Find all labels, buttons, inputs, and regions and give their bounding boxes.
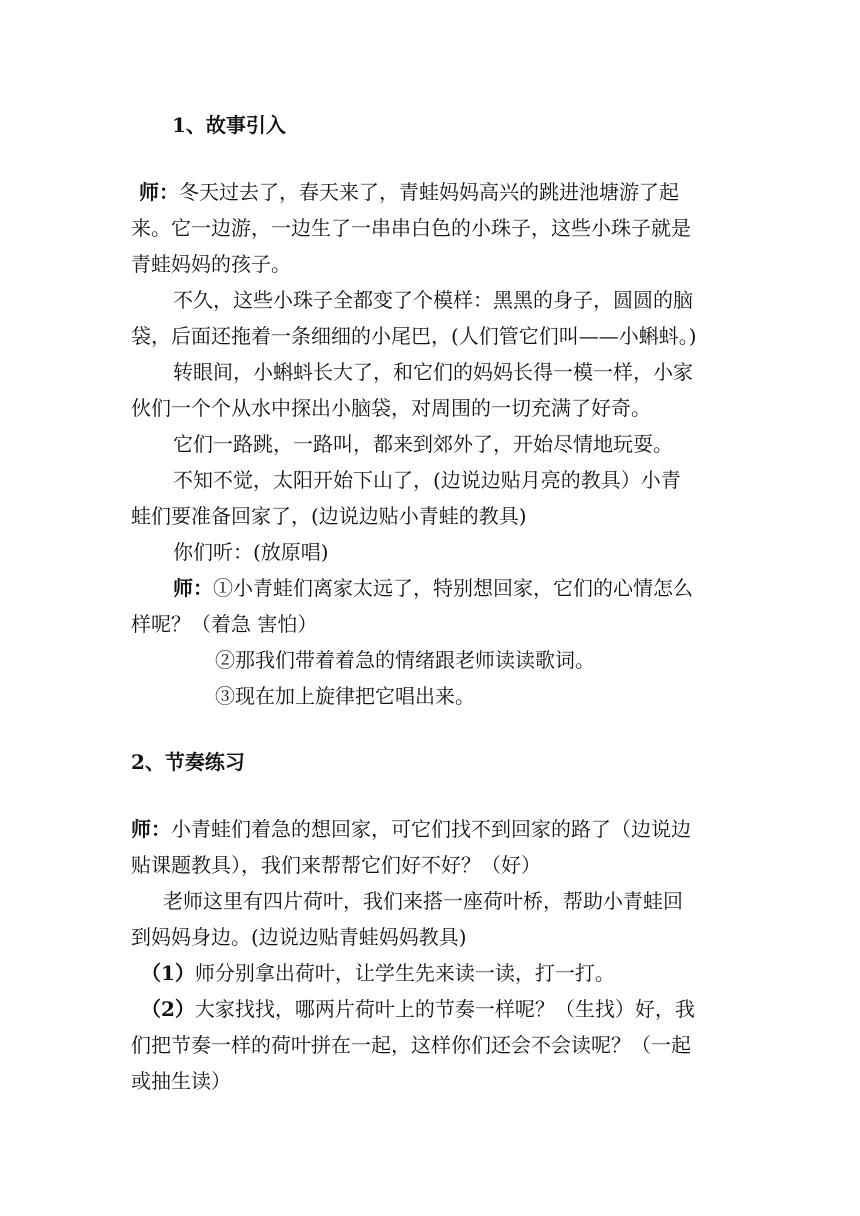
paragraph-line: 转眼间，小蝌蚪长大了，和它们的妈妈长得一模一样，小家 bbox=[173, 360, 693, 384]
paragraph-line: 贴课题教具），我们来帮帮它们好不好？（好） bbox=[131, 853, 541, 877]
section-1-title: 1、故事引入 bbox=[172, 113, 286, 137]
paragraph-line bbox=[0, 811, 860, 847]
speaker-label: 师： bbox=[173, 576, 213, 600]
paragraph-line bbox=[0, 570, 860, 606]
item-number: （2） bbox=[141, 997, 195, 1021]
paragraph-line bbox=[0, 174, 860, 210]
paragraph-line: 不久，这些小珠子全都变了个模样：黑黑的身子，圆圆的脑 bbox=[173, 288, 693, 312]
paragraph-line: 到妈妈身边。(边说边贴青蛙妈妈教具) bbox=[131, 925, 467, 949]
paragraph-line: 们把节奏一样的荷叶拼在一起，这样你们还会不会读呢？（一起 bbox=[131, 1033, 691, 1057]
paragraph-line: 样呢？（着急 害怕） bbox=[131, 612, 318, 636]
paragraph-line: 伙们一个个从水中探出小脑袋，对周围的一切充满了好奇。 bbox=[131, 396, 651, 420]
paragraph-line: ③现在加上旋律把它唱出来。 bbox=[215, 684, 475, 708]
section-2-title: 2、节奏练习 bbox=[131, 750, 245, 774]
paragraph-text: 大家找找，哪两片荷叶上的节奏一样呢？（生找）好，我 bbox=[194, 997, 695, 1021]
speaker-label: 师： bbox=[131, 817, 171, 841]
paragraph-line: 蛙们要准备回家了，(边说边贴小青蛙的教具) bbox=[131, 504, 527, 528]
paragraph-line: 来。它一边游，一边生了一串串白色的小珠子，这些小珠子就是 bbox=[131, 216, 691, 240]
paragraph-line: 或抽生读） bbox=[131, 1069, 231, 1093]
paragraph-text: ①小青蛙们离家太远了，特别想回家，它们的心情怎么 bbox=[213, 576, 693, 600]
paragraph-text: 冬天过去了，春天来了，青蛙妈妈高兴的跳进池塘游了起 bbox=[179, 180, 679, 204]
paragraph-line: 老师这里有四片荷叶，我们来搭一座荷叶桥，帮助小青蛙回 bbox=[163, 889, 683, 913]
item-number: （1） bbox=[141, 961, 195, 985]
speaker-label: 师： bbox=[139, 180, 179, 204]
paragraph-line: 不知不觉，太阳开始下山了，(边说边贴月亮的教具）小青 bbox=[173, 468, 681, 492]
paragraph-line: 青蛙妈妈的孩子。 bbox=[131, 252, 291, 276]
paragraph-line: ②那我们带着着急的情绪跟老师读读歌词。 bbox=[215, 648, 595, 672]
paragraph-line bbox=[0, 955, 860, 991]
paragraph-line: 袋，后面还拖着一条细细的小尾巴，(人们管它们叫——小蝌蚪。) bbox=[131, 324, 697, 348]
paragraph-line bbox=[0, 991, 860, 1027]
paragraph-text: 师分别拿出荷叶，让学生先来读一读，打一打。 bbox=[194, 961, 615, 985]
paragraph-line: 你们听：(放原唱) bbox=[173, 540, 329, 564]
paragraph-line: 它们一路跳，一路叫，都来到郊外了，开始尽情地玩耍。 bbox=[173, 432, 673, 456]
paragraph-text: 小青蛙们着急的想回家，可它们找不到回家的路了（边说边 bbox=[171, 817, 691, 841]
